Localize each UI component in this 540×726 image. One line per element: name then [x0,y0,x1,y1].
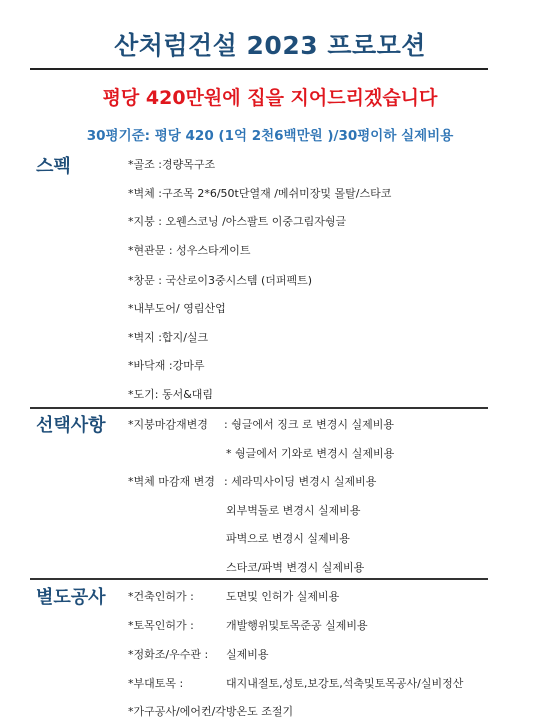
option-value: 파벽으로 변경시 실제비용 [226,532,350,545]
spec-item: *벽체 :구조목 2*6/50t단열재 /메쉬미장및 몰탈/스타코 [128,187,392,200]
option-key: *벽체 마감재 변경 [128,475,215,488]
separate-value: 실제비용 [226,648,269,661]
separate-key: *토목인허가 : [128,619,194,632]
option-key: *지붕마감재변경 [128,418,208,431]
option-value: 스타코/파벽 변경시 실제비용 [226,561,365,574]
section-divider [30,578,488,580]
separate-value: 도면및 인허가 실제비용 [226,590,340,603]
spec-section-label: 스펙 [36,156,71,177]
option-value: : 세라믹사이딩 변경시 실제비용 [224,475,377,488]
separate-key: *정화조/우수관 : [128,648,209,661]
spec-item: *지붕 : 오웬스코닝 /아스팔트 이중그림자쉉글 [128,215,347,228]
spec-item: *내부도어/ 영림산업 [128,302,226,315]
separate-key: *건축인허가 : [128,590,194,603]
spec-item: *도기: 동서&대림 [128,388,214,401]
option-value: * 쉉글에서 기와로 변경시 실제비용 [226,447,395,460]
title-divider [30,68,488,70]
spec-item: *바닥재 :강마루 [128,359,205,372]
separate-value: 개발행위및토목준공 실제비용 [226,619,368,632]
separate-key: *가구공사/에어컨/각방온도 조절기 [128,705,294,718]
option-value: : 쉉글에서 징크 로 변경시 실제비용 [224,418,394,431]
spec-item: *골조 :경량목구조 [128,158,216,171]
section-divider [30,407,488,409]
spec-item: *벽지 :합지/실크 [128,331,209,344]
separate-key: *부대토목 : [128,677,184,690]
headline: 평당 420만원에 집을 지어드리겠습니다 [102,87,438,109]
option-value: 외부벽돌로 변경시 실제비용 [226,504,361,517]
page-title: 산처럼건설 2023 프로모션 [114,31,426,60]
spec-item: *현관문 : 성우스타게이트 [128,244,251,257]
spec-item: *창문 : 국산로이3중시스템 (더퍼펙트) [128,274,313,287]
pricing-basis: 30평기준: 평당 420 (1억 2천6백만원 )/30평이하 실제비용 [86,128,454,144]
separate-value: 대지내절토,성토,보강토,석축및토목공사/실비정산 [226,677,464,690]
options-section-label: 선택사항 [36,415,106,436]
separate-section-label: 별도공사 [36,587,106,608]
